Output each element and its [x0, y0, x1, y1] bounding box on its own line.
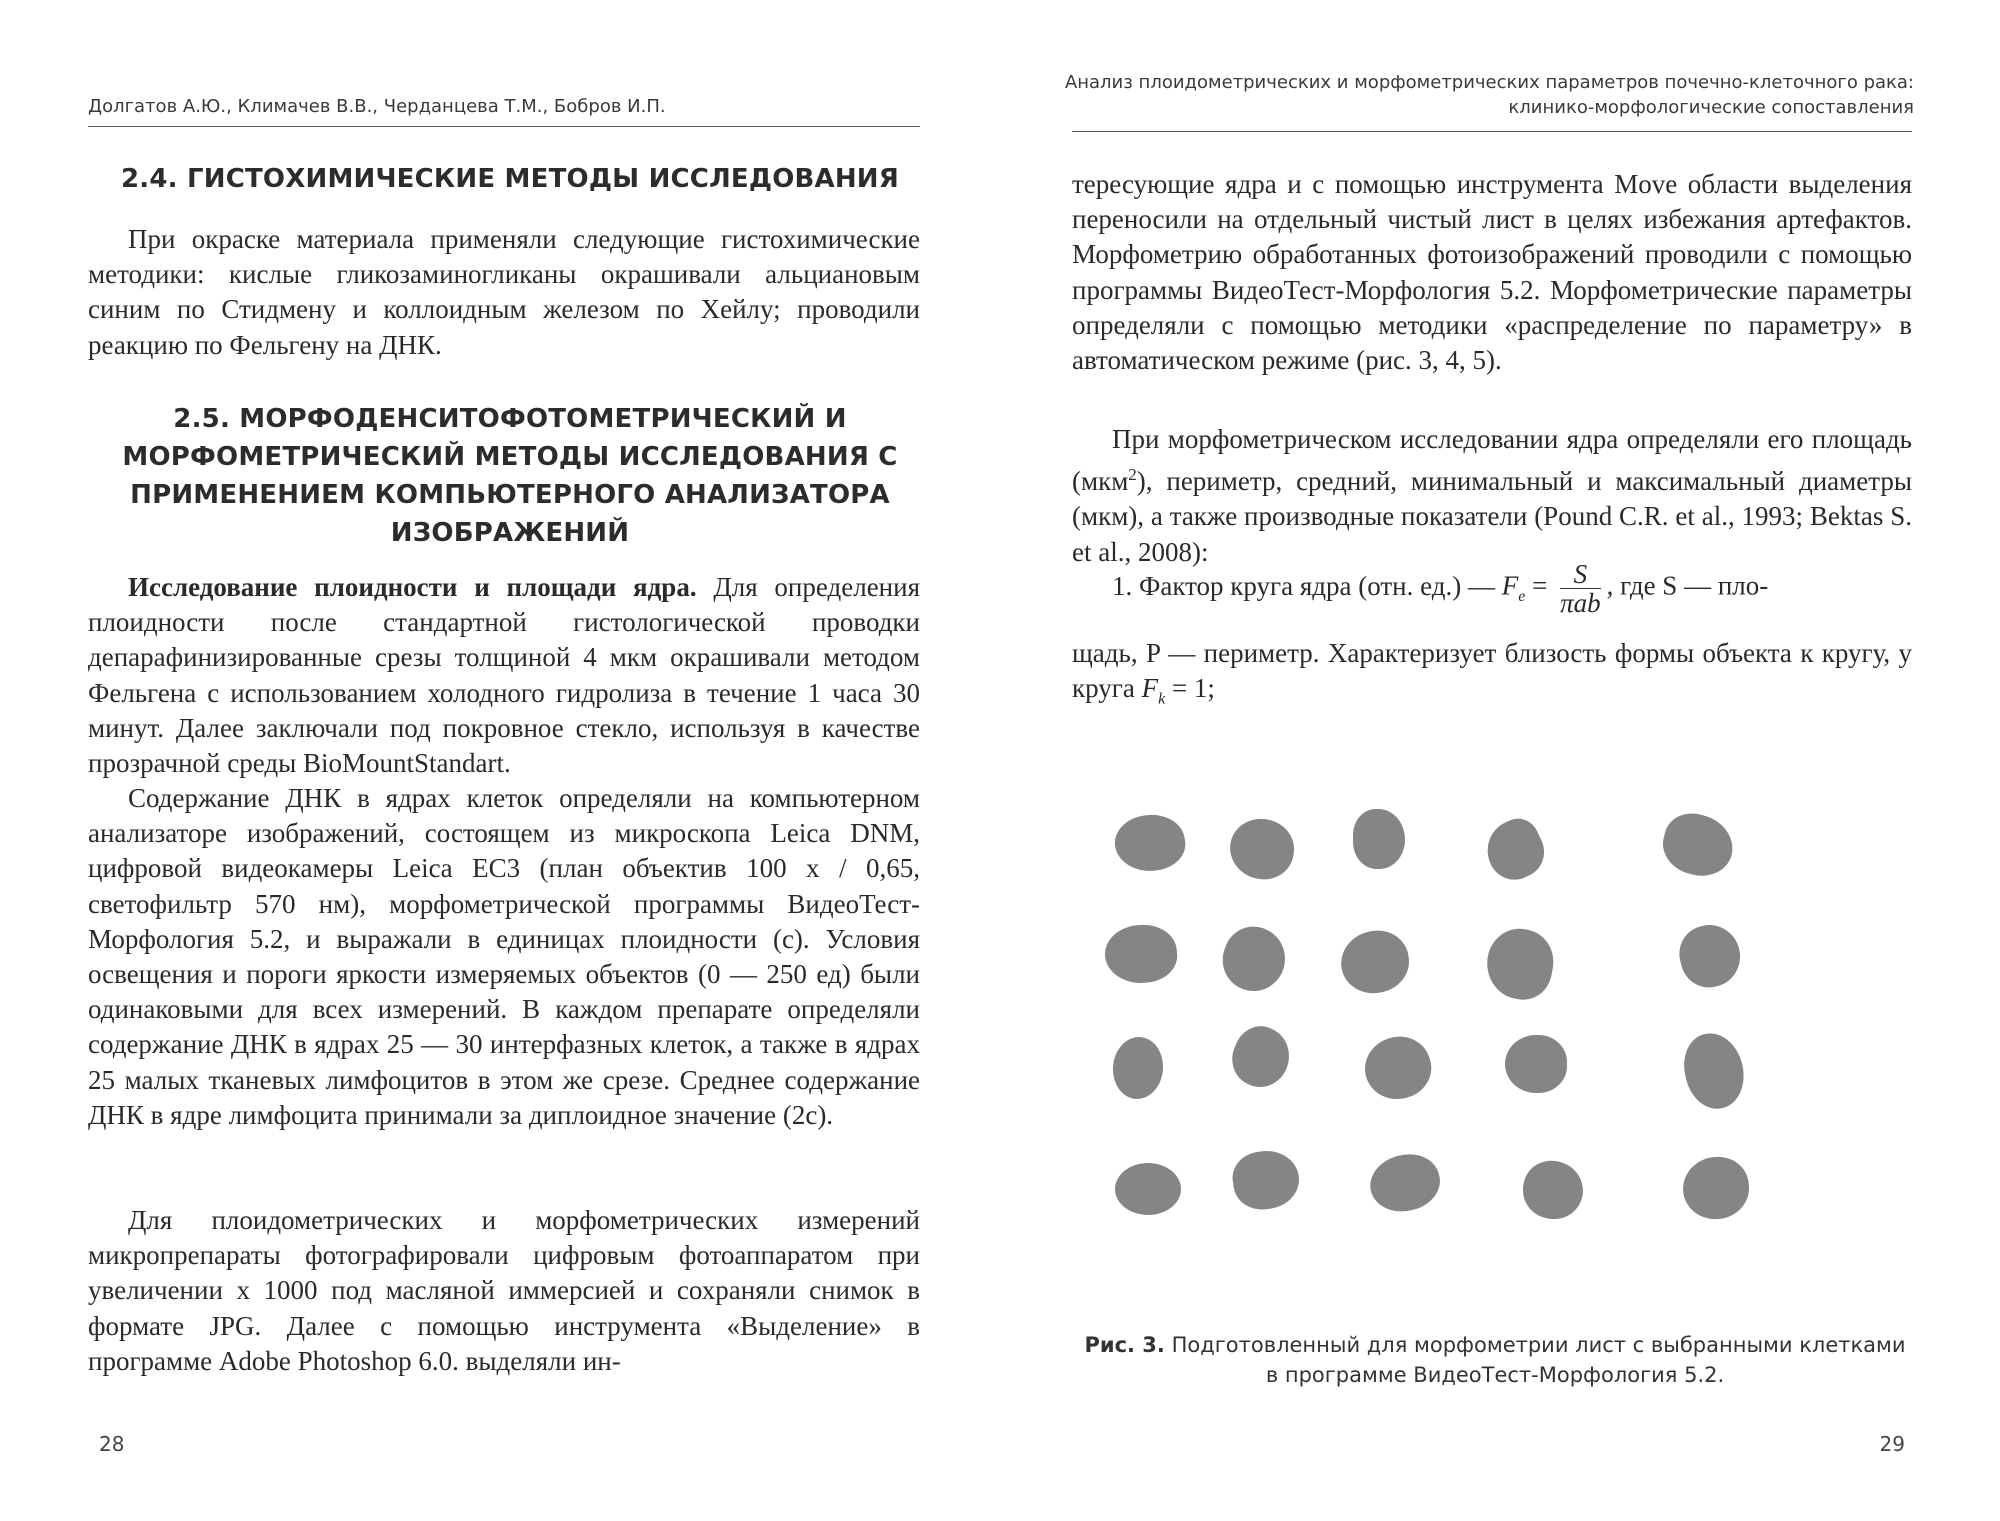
figure-3-caption — [1080, 1330, 1910, 1390]
right-page — [1000, 0, 2000, 1521]
cell-nucleus — [1103, 922, 1180, 986]
cell-nucleus — [1111, 810, 1188, 875]
formula-cont-sub: k — [1158, 690, 1166, 708]
cell-nucleus — [1481, 924, 1558, 1004]
section-2-5-title: 2.5. МОРФОДЕНСИТОФОТОМЕТРИЧЕСКИЙ И МОРФОМЕТРИЧЕСКИЙ МЕТОДЫ ИССЛЕДОВАНИЯ С ПРИМЕНЕНИЕМ КОМПЬЮТЕРНОГО АНАЛИЗАТОРА ИЗОБРАЖЕНИЙ — [122, 404, 898, 548]
running-head-line-2: клинико-морфологические сопоставления — [1508, 97, 1914, 118]
cell-nucleus — [1336, 926, 1414, 999]
morphometry-text-b: ), периметр, средний, минимальный и максимальный диаметры (мкм), а также производные показатели (Pound C.R. et al., 1993; Bektas S. et al., 2008): — [1072, 466, 1912, 567]
formula-numerator: S — [1560, 560, 1601, 589]
dna-paragraph: Содержание ДНК в ядрах клеток определяли на компьютерном анализаторе изображений, состоящем из микроскопа Leica DNM, цифровой видеокамеры Leica EC3 (план объектив 100 х / 0,65, светофильтр 570 нм), морфометрической программы ВидеоТест-Морфология 5.2, и выражали в единицах плоидности (с). Условия освещения и пороги яркости измеряемых объектов (0 — 250 ед) были одинаковыми для всех измерений. В каждом препарате определяли содержание ДНК в ядрах 25 — 30 интерфазных клеток, а также в ядрах 25 малых тканевых лимфоцитов в этом же срезе. Среднее содержание ДНК в ядре лимфоцита принимали за диплоидное значение (2с). — [88, 783, 920, 1130]
morphometry-paragraph — [1072, 422, 1912, 570]
cell-nucleus — [1505, 1035, 1567, 1093]
header-rule — [88, 126, 920, 127]
formula-prefix: 1. Фактор круга ядра (отн. ед.) — — [1112, 570, 1502, 601]
cell-nucleus — [1356, 1028, 1439, 1109]
formula-denominator: πab — [1560, 588, 1601, 618]
formula-cont-text: щадь, P — периметр. Характеризует близость формы объекта к кругу, у круга — [1072, 638, 1912, 704]
ploidy-paragraph-lead: Исследование плоидности и площади ядра. — [128, 572, 697, 602]
cell-nucleus — [1223, 1018, 1299, 1096]
cell-nucleus — [1678, 1028, 1751, 1114]
photo-paragraph: Для плоидометрических и морфометрических измерений микропрепараты фотографировали цифровым фотоаппаратом при увеличении х 1000 под масляной иммерсией и сохраняли снимок в формате JPG. Далее с помощью инструмента «Выделение» в программе Adobe Photoshop 6.0. выделяли ин- — [88, 1205, 920, 1376]
cell-nucleus — [1364, 1147, 1446, 1219]
caption-label: Рис. 3. — [1084, 1333, 1165, 1357]
morphometry-text-a: При морфометрическом исследовании ядра определяли его площадь (мкм — [1072, 424, 1912, 497]
page-number-left: 28 — [99, 1432, 125, 1456]
ploidy-paragraph-text: Для определения плоидности после стандартной гистологической проводки депарафинизированные срезы толщиной 4 мкм окрашивали методом Фельгена с использованием холодного гидролиза в течение 1 часа 30 минут. Далее заключали под покровное стекло, используя в качестве прозрачной среды BioMountStandart. — [88, 572, 920, 779]
cell-nucleus — [1115, 1163, 1181, 1215]
formula-variable: F — [1501, 570, 1519, 601]
cell-nucleus — [1656, 807, 1739, 883]
cell-nucleus — [1477, 812, 1552, 888]
cell-nucleus — [1229, 1147, 1302, 1214]
cell-nucleus — [1225, 814, 1298, 884]
formula-cont-variable: F — [1141, 673, 1159, 704]
ploidy-paragraph — [88, 570, 920, 781]
formula-variable-sub: e — [1518, 588, 1526, 606]
formula-continuation — [1072, 636, 1912, 717]
running-head-title — [1065, 70, 1914, 120]
section-2-4-title: 2.4. ГИСТОХИМИЧЕСКИЕ МЕТОДЫ ИССЛЕДОВАНИЯ — [121, 164, 899, 194]
continuation-paragraph: тересующие ядра и с помощью инструмента Move области выделения переносили на отдельный чистый лист в целях избежания артефактов. Морфометрию обработанных фотоизображений проводили с помощью программы ВидеоТест-Морфология 5.2. Морфометрические параметры определяли с помощью методики «распределение по параметру» в автоматическом режиме (рис. 3, 4, 5). — [1072, 169, 1912, 376]
running-head-line-1: Анализ плоидометрических и морфометрических параметров почечно-клеточного рака: — [1064, 72, 1914, 93]
formula-equals: = — [1525, 570, 1555, 601]
formula-cont-end: = 1; — [1165, 673, 1215, 704]
figure-3-nuclei-sheet — [1095, 805, 1925, 1225]
cell-nucleus — [1110, 1035, 1165, 1101]
running-head-authors: Долгатов А.Ю., Климачев В.В., Черданцева Т.М., Бобров И.П. — [88, 96, 666, 117]
caption-text: Подготовленный для морфометрии лист с выбранными клетками в программе ВидеоТест-Морфология 5.2. — [1164, 1333, 1906, 1387]
cell-nucleus — [1680, 1154, 1751, 1222]
formula-suffix: , где S — пло- — [1606, 570, 1769, 601]
page-number-right: 29 — [1879, 1432, 1905, 1456]
section-2-4-paragraph: При окраске материала применяли следующие гистохимические методики: кислые гликозаминогликаны окрашивали альциановым синим по Стидмену и коллоидным железом по Хейлу; проводили реакцию по Фельгену на ДНК. — [88, 224, 920, 360]
cell-nucleus — [1214, 918, 1294, 999]
superscript-2: 2 — [1128, 465, 1137, 485]
header-rule — [1072, 131, 1912, 132]
cell-nucleus — [1353, 809, 1405, 869]
cell-nucleus — [1519, 1157, 1586, 1223]
cell-nucleus — [1673, 918, 1747, 993]
formula-fraction — [1560, 560, 1601, 617]
circle-factor-formula — [1072, 560, 1912, 617]
